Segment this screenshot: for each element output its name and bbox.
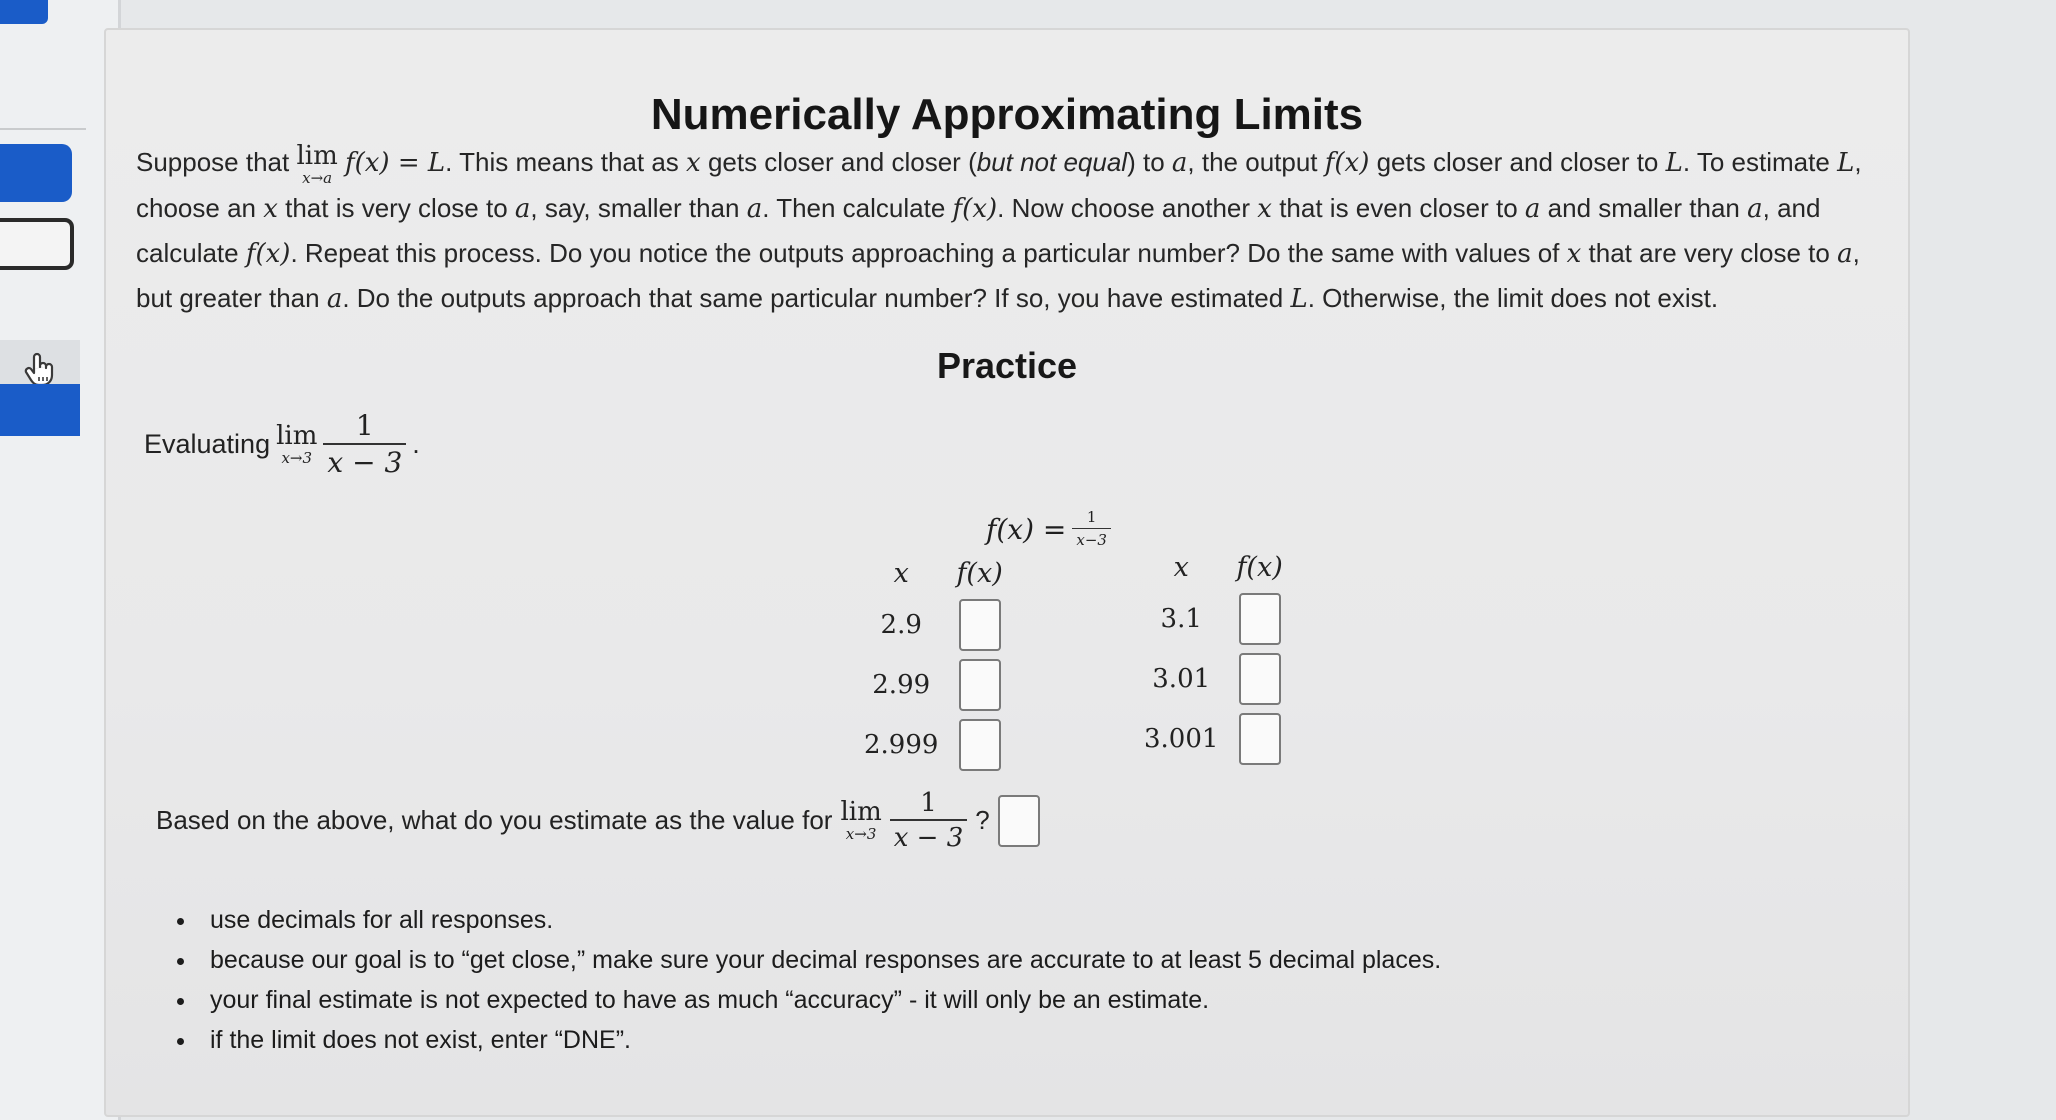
lim-subscript: x→a [302,168,333,187]
right-values-table [1136,552,1293,769]
fx-cell [1226,589,1292,649]
period: . [412,429,420,459]
list-item: • use decimals for all responses. [198,900,1441,940]
fx-cell [1226,709,1292,769]
left-sidebar [0,0,121,1120]
math-var: a [746,193,763,224]
intro-text: . Now choose another [997,192,1251,223]
fraction-numerator: 1 [920,788,937,818]
x-value: 3.01 [1152,664,1211,694]
evaluating-limit [144,409,420,479]
sidebar-tab-1[interactable] [0,0,48,24]
table-row [1136,589,1293,649]
x-value: 3.1 [1160,604,1202,634]
math-var: x [263,193,278,224]
math-var: x [1257,193,1272,224]
intro-text: . Repeat this process. Do you notice the outputs approaching a particular number? Do the same with values of [290,237,1560,268]
sidebar-tab-4[interactable] [0,384,80,436]
fx-cell [946,595,1012,655]
fx-lhs: f(x) = [986,512,1067,546]
lim-subscript: x→3 [281,449,313,467]
math-var: a [514,193,531,224]
intro-text: . Otherwise, the limit does not exist. [1307,282,1719,313]
lim-word: lim [296,140,338,171]
fx-answer-input[interactable] [959,719,1001,771]
x-value: 3.001 [1144,724,1219,754]
math-var: a [1524,193,1541,224]
table-row [856,655,1013,715]
math-var: L [1837,148,1855,178]
lim-word: lim [840,797,882,827]
practice-heading: Practice [936,345,1078,386]
intro-text: . This means that as [445,147,679,177]
limit-fraction [323,409,406,479]
fx-answer-input[interactable] [959,599,1001,651]
column-fx-header: f(x) [956,558,1003,589]
math-var: L [1665,148,1683,178]
math-var: a [1171,148,1188,178]
x-value: 2.99 [872,670,931,700]
x-value: 2.9 [880,610,922,640]
intro-text: , but greater than [136,237,1860,313]
estimate-question [156,790,1040,851]
intro-text: , the output [1187,147,1318,177]
x-value: 2.999 [864,730,939,760]
intro-text: gets closer and closer ( [707,147,977,177]
fx-cell [946,655,1012,715]
fx-fraction [1072,510,1111,548]
emphasis-text: but not equal [976,147,1128,177]
math-var: a [1747,193,1763,224]
fx-answer-input[interactable] [959,659,1001,711]
intro-text: that is very close to [285,192,508,223]
sidebar-tab-2[interactable] [0,144,72,202]
estimate-question-text: Based on the above, what do you estimate as the value for [156,805,833,835]
limit-fraction [890,790,968,851]
intro-text: , say, smaller than [530,192,740,223]
table-row [856,715,1013,775]
lim-subscript: x→3 [845,825,877,843]
table-row [1136,649,1293,709]
instructions-list [168,900,1441,1060]
fx-answer-input[interactable] [1239,593,1281,645]
math-var: a [1837,238,1853,269]
page-title: Numerically Approximating Limits [650,90,1364,139]
list-item: • because our goal is to “get close,” make sure your decimal responses are accurate to at least 5 decimal places. [198,940,1441,980]
sidebar-tab-3[interactable] [0,218,74,270]
intro-text: ) to [1127,147,1165,177]
list-item: • your final estimate is not expected to have as much “accuracy” - it will only be an estimate. [198,980,1441,1020]
intro-text: . Then calculate [762,192,946,223]
lim-notation [840,799,881,842]
limit-estimate-input[interactable] [998,795,1040,847]
intro-text: that is even closer to [1279,192,1518,223]
lim-notation [276,423,317,466]
intro-text: that are very close to [1588,237,1830,268]
fx-answer-input[interactable] [1239,653,1281,705]
fraction-denominator: x − 3 [890,819,968,851]
column-x-header: x [1173,552,1189,583]
intro-text: . To estimate [1682,147,1830,177]
table-row [1136,709,1293,769]
intro-text: Suppose that [136,147,290,177]
intro-text: and smaller than [1547,192,1740,223]
column-fx-header: f(x) [1236,552,1283,583]
math-var: L [1290,283,1308,314]
fx-answer-input[interactable] [1239,713,1281,765]
lim-word: lim [276,421,318,451]
column-x-header: x [893,558,909,589]
fx-cell [946,715,1012,775]
table-header-row [856,558,1013,595]
table-row [856,595,1013,655]
sidebar-divider [0,128,86,130]
function-definition [986,510,1111,548]
list-item: • if the limit does not exist, enter “DNE”. [198,1020,1441,1060]
math-var: a [326,283,343,314]
math-expr: f(x) [245,238,291,269]
table-header-row [1136,552,1293,589]
math-expr: f(x) [1324,148,1370,178]
fraction-numerator: 1 [355,409,374,442]
math-var: x [1566,238,1582,269]
left-values-table [856,558,1013,775]
intro-text: , choose an [136,147,1862,223]
fx-numerator: 1 [1086,508,1097,526]
fraction-denominator: x − 3 [323,443,406,477]
fx-denominator: x−3 [1072,528,1111,548]
math-var: x [686,148,701,178]
evaluating-label: Evaluating [144,429,271,459]
hand-svg [20,349,60,389]
math-expr: f(x) [952,193,998,224]
intro-text: . Do the outputs approach that same particular number? If so, you have estimated [342,282,1284,313]
intro-paragraph [136,140,1886,321]
intro-text: gets closer and closer to [1376,147,1659,177]
intro-text: , and calculate [136,192,1821,268]
question-mark: ? [975,805,990,835]
lim-notation [296,140,338,187]
math-expr: f(x) = L [345,148,446,178]
fx-cell [1226,649,1292,709]
question-card [104,28,1910,1117]
